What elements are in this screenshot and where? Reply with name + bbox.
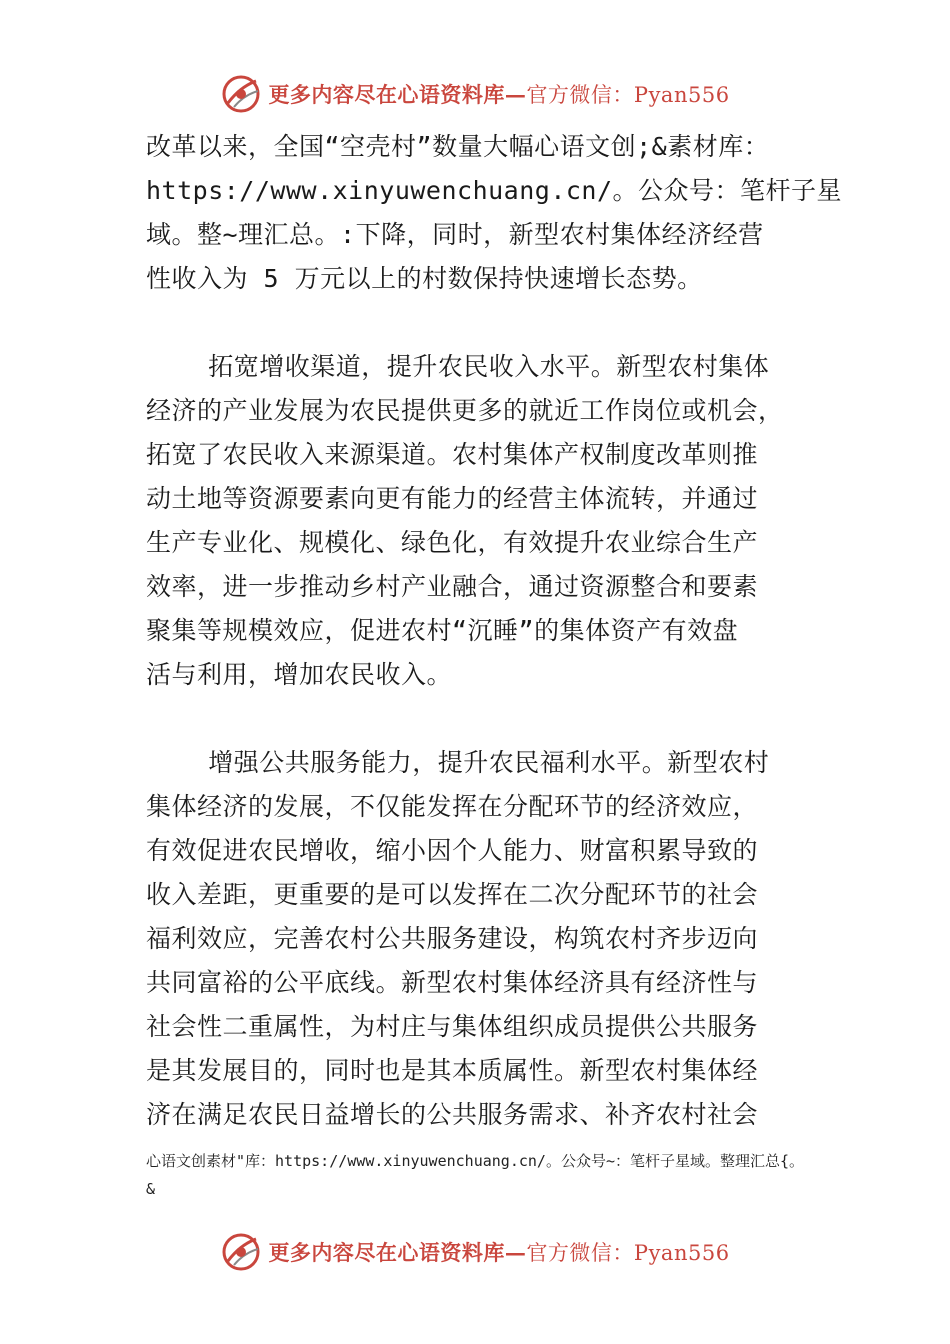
text-line: 共同富裕的公平底线。新型农村集体经济具有经济性与 — [146, 968, 759, 997]
text-line: 拓宽增收渠道，提升农民收入水平。新型农村集体 — [146, 352, 770, 381]
footer-note-line: 心语文创素材"库：https://www.xinyuwenchuang.cn/。公众号~：笔杆子星域。整理汇总{。 — [146, 1152, 805, 1170]
text-line: 聚集等规模效应，促进农村“沉睡”的集体资产有效盘 — [146, 616, 739, 645]
paragraph-gap — [146, 697, 816, 741]
paragraph-gap — [146, 301, 816, 345]
text-line: 生产专业化、规模化、绿色化，有效提升农业综合生产 — [146, 528, 759, 557]
text-line: 增强公共服务能力，提升农民福利水平。新型农村 — [146, 748, 770, 777]
footer-note-line: & — [146, 1180, 156, 1198]
text-line: 福利效应，完善农村公共服务建设，构筑农村齐步迈向 — [146, 924, 759, 953]
text-line: 拓宽了农民收入来源渠道。农村集体产权制度改革则推 — [146, 440, 759, 469]
text-line: 是其发展目的，同时也是其本质属性。新型农村集体经 — [146, 1056, 759, 1085]
header-banner — [0, 70, 950, 118]
text-line: 社会性二重属性，为村庄与集体组织成员提供公共服务 — [146, 1012, 759, 1041]
footer-note — [146, 1147, 906, 1203]
text-line: 性收入为 5 万元以上的村数保持快速增长态势。 — [146, 264, 703, 293]
text-line: 动土地等资源要素向更有能力的经营主体流转，并通过 — [146, 484, 759, 513]
text-line: 收入差距，更重要的是可以发挥在二次分配环节的社会 — [146, 880, 759, 909]
text-line: 活与利用，增加农民收入。 — [146, 660, 453, 689]
text-line: 有效促进农民增收，缩小因个人能力、财富积累导致的 — [146, 836, 759, 865]
text-line: 域。整~理汇总。:下降，同时，新型农村集体经济经营 — [146, 220, 764, 249]
text-line: 经济的产业发展为农民提供更多的就近工作岗位或机会， — [146, 396, 784, 425]
logo-icon — [220, 73, 262, 115]
text-line: 改革以来，全国“空壳村”数量大幅心语文创;&素材库： — [146, 132, 770, 161]
banner-text: 更多内容尽在心语资料库—官方微信：Pyan556 — [268, 1240, 730, 1265]
banner-wechat: 官方微信：Pyan556 — [526, 83, 730, 107]
banner-wechat: 官方微信：Pyan556 — [526, 1241, 730, 1265]
text-line: 效率，进一步推动乡村产业融合，通过资源整合和要素 — [146, 572, 759, 601]
document-body — [146, 125, 843, 1137]
footer-banner — [0, 1228, 950, 1276]
logo-icon — [220, 1231, 262, 1273]
text-line: 济在满足农民日益增长的公共服务需求、补齐农村社会 — [146, 1100, 759, 1129]
banner-text: 更多内容尽在心语资料库—官方微信：Pyan556 — [268, 82, 730, 107]
text-line: https://www.xinyuwenchuang.cn/。公众号：笔杆子星 — [146, 176, 843, 205]
text-line: 集体经济的发展，不仅能发挥在分配环节的经济效应， — [146, 792, 759, 821]
